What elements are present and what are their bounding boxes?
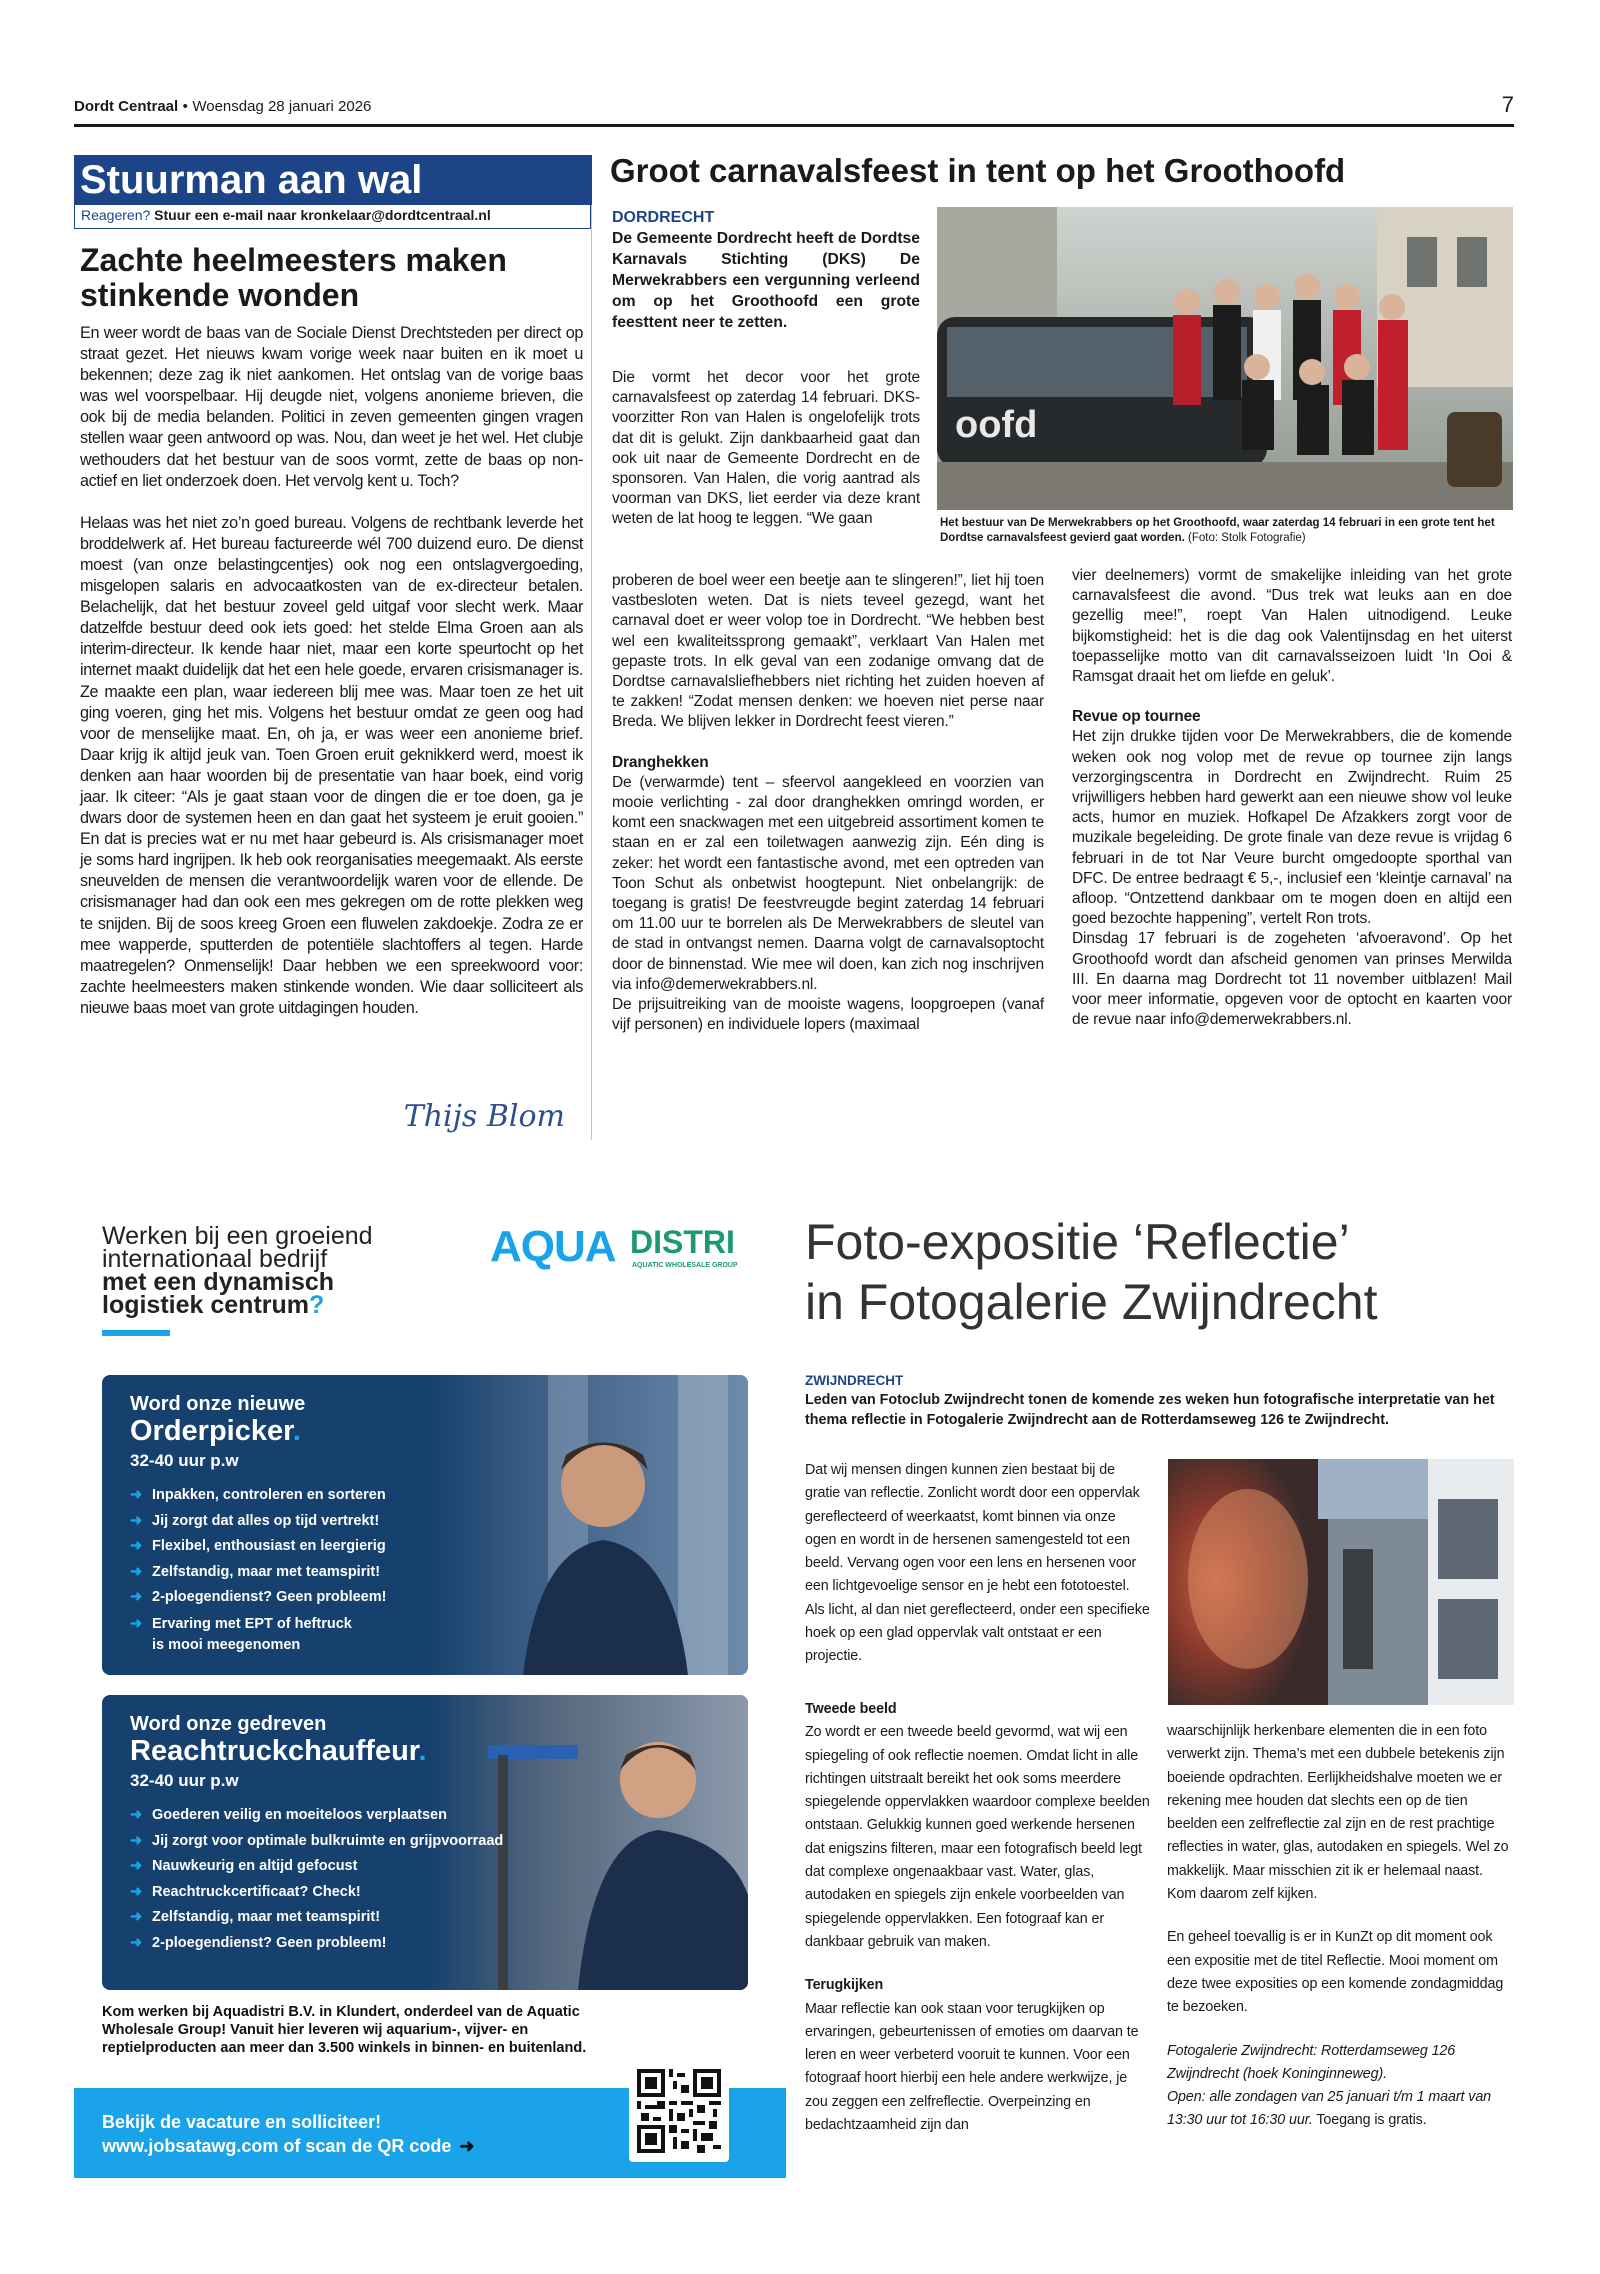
article-paragraph: vier deelnemers) vormt de smakelijke inleiding van het grote carnavalsfeest die avond. “Dus trek wat leuks aan en doe gezellig mee!”, roept Van Halen uitnodigend. Leuke bijkomstigheid: het is die dag ook Valentijnsdag en het uiterst toepasselijke motto van dit carnavalsseizoen luidt ‘In Ooi & Ramsgat draait het om liefde en geluk’. xyxy=(1072,567,1512,686)
ad-company-description: Kom werken bij Aquadistri B.V. in Klundert, onderdeel van de Aquatic Wholesale Group! Vanuit hier leveren wij aquarium-, vijver- en reptielproducten aan meer dan 3.500 winkels in binnen- en buitenland. xyxy=(102,2004,587,2056)
job-hours: 32-40 uur p.w xyxy=(130,1451,239,1470)
article-body-part xyxy=(612,571,1044,1035)
job-bullet: ➜ Inpakken, controleren en sorteren xyxy=(130,1483,386,1509)
article-body-part xyxy=(1072,566,1512,1030)
job-bullet: ➜ Flexibel, enthousiast en leergierig xyxy=(130,1534,386,1560)
ad-question-line: internationaal bedrijf xyxy=(102,1245,328,1273)
reflection-photo-illustration xyxy=(1168,1459,1514,1705)
arrow-right-icon: ➜ xyxy=(130,1807,143,1823)
logo-distri: DISTRI xyxy=(630,1224,735,1260)
reflection-photo xyxy=(1168,1459,1514,1705)
expo-lead: Leden van Fotoclub Zwijndrecht tonen de komende zes weken hun fotografische interpretatie van het thema reflectie in Fotogalerie Zwijndrecht aan de Rotterdamseweg 126 te Zwijndrecht. xyxy=(805,1392,1495,1428)
job-card-reachtruckchauffeur xyxy=(102,1695,748,1990)
job-bullet: ➜ Jij zorgt dat alles op tijd vertrekt! xyxy=(130,1509,386,1535)
arrow-right-icon: ➜ xyxy=(130,1934,143,1951)
job-role-dot: . xyxy=(418,1735,427,1767)
qr-code-icon xyxy=(637,2068,721,2154)
page-number: 7 xyxy=(1501,92,1514,117)
job-card-orderpicker xyxy=(102,1375,748,1675)
react-line xyxy=(74,205,591,229)
article-dateline: DORDRECHT xyxy=(612,209,715,226)
arrow-right-icon: ➜ xyxy=(130,1883,143,1900)
article-subheading: Dranghekken xyxy=(612,753,709,771)
article-subheading: Revue op tournee xyxy=(1072,708,1201,726)
job-bullet: ➜ 2-ploegendienst? Geen probleem! xyxy=(130,1931,503,1957)
article-paragraph: De prijsuitreiking van de mooiste wagens, loopgroepen (vanaf vijf personen) en individuele lopers (maximaal xyxy=(612,996,1044,1034)
opinion-column xyxy=(74,155,592,1140)
article-paragraph: proberen de boel weer een beetje aan te slingeren!”, liet hij toen vastbesloten weten. Dat is niets teveel gezegd, want het carnaval doet er weer volop toe in Dordrecht. “We hebben best wel een kwaliteitssprong gemaakt”, verklaart Van Halen met gepaste trots. In elk geval van een zodanige omvang dat de Dordtse carnavalsliefhebbers niet richting het zuiden hoeven af te zakken! “Zodat mensen denken: we hoeven niet perse naar Breda. We blijven lekker in Dordrecht feest vieren.” xyxy=(612,572,1044,731)
job-role-title: Orderpicker xyxy=(130,1415,293,1447)
job-bullet: ➜ Ervaring met EPT of heftruck xyxy=(130,1613,386,1635)
arrow-right-icon: ➜ xyxy=(130,1858,143,1874)
column-kicker: Stuurman aan wal xyxy=(74,155,592,205)
ad-question-line: met een dynamisch xyxy=(102,1268,335,1296)
arrow-right-icon: ➜ xyxy=(130,1487,143,1503)
expo-paragraph: Maar reflectie kan ook staan voor terugkijken op ervaringen, gebeurtenissen of emoties om daarvan te leren en weer verbeterd vooruit te kunnen. Voor een fotograaf hoort hierbij een hele andere werkwijze, je zou zeggen een zelfreflectie. Overpeinzing en bedachtzaamheid zijn dan xyxy=(805,2000,1139,2134)
article-paragraph: Die vormt het decor voor het grote carnavalsfeest op zaterdag 14 februari. DKS-voorzitter Ron van Halen is ongelofelijk trots dat dit is gelukt. Zijn dankbaarheid gaat dan ook uit naar de Gemeente Dordrecht en de sponsoren. Van Halen, die vorig aantrad als voorman van DKS, liet eerder via deze krant weten de lat hoog te leggen. “We gaan xyxy=(612,369,920,528)
react-email-link[interactable]: Stuur een e-mail naar kronkelaar@dordtcentraal.nl xyxy=(154,207,491,223)
column-paragraph: En weer wordt de baas van de Sociale Dienst Drechtsteden per direct op straat gezet. Het nieuws kwam vorige week naar buiten en ik moet u bekennen; deze zag ik niet aankomen. Het ontslag van de vorige baas was wel voorspelbaar. Hij deugde niet, volgens anonieme brieven, die ook bij de media belanden. Politici in zeven gemeenten gingen vragen stellen waar geen antwoord op was. Nou, dan weet je het wel. Het clubje wethouders dat het bestuur van de soos vormt, zette de baas op non-actief en liet onderzoek doen. Het vervolg kent u. Toch? xyxy=(80,324,583,490)
article-body-part xyxy=(612,368,920,530)
job-intro: Word onze gedreven xyxy=(130,1713,327,1735)
jobs-website-link[interactable]: www.jobsatawg.com of scan de QR code xyxy=(102,2136,452,2156)
arrow-right-icon: ➜ xyxy=(130,1589,143,1605)
arrow-right-icon: ➜ xyxy=(130,1615,143,1632)
expo-headline-line: Foto-expositie ‘Reflectie’ xyxy=(805,1214,1350,1270)
header-rule xyxy=(74,124,1514,127)
photo-credit: (Foto: Stolk Fotografie) xyxy=(1188,532,1306,544)
expo-dateline: ZWIJNDRECHT xyxy=(805,1373,904,1388)
logo-aqua: AQUA xyxy=(490,1222,616,1271)
ad-question xyxy=(102,1222,462,1319)
job-bullet: ➜ Reachtruckcertificaat? Check! xyxy=(130,1880,503,1906)
article-paragraph: De (verwarmde) tent – sfeervol aangekleed en voorzien van mooie verlichting - zal door dranghekken omringd worden, er komt een snackwagen met een uitgebreid assortiment komen te staan en er zal een toiletwagen aanwezig zijn. Eén ding is zeker: het wordt een fantastische avond, met een optreden van Toon Schut als onbetwist hoogtepunt. Niet onbelangrijk: de toegang is gratis! De feestvreugde begint zaterdag 14 februari om 11.00 uur te borrelen als De Merwekrabbers de sleutel van de stad in ontvangst nemen. Daarna volgt de carnavalsoptocht door de binnenstad. Wie mee wil doen, kan zich nog inschrijven via info@demerwekrabbers.nl. xyxy=(612,773,1044,993)
issue-date: Woensdag 28 januari 2026 xyxy=(192,98,372,115)
article-lead: De Gemeente Dordrecht heeft de Dordtse Karnavals Stichting (DKS) De Merwekrabbers een vergunning verleend om op het Groothoofd een grote feesttent neer te zetten. xyxy=(612,230,920,331)
arrow-right-icon: ➜ xyxy=(459,2136,475,2156)
expo-admission: Toegang is gratis. xyxy=(1312,2112,1427,2129)
expo-subheading: Terugkijken xyxy=(805,1977,884,1994)
job-bullet: ➜ Jij zorgt voor optimale bulkruimte en grijpvoorraad xyxy=(130,1829,503,1855)
arrow-right-icon: ➜ xyxy=(130,1512,143,1529)
article-paragraph: Dinsdag 17 februari is de zogeheten ‘afvoeravond’. Op het Groothoofd wordt dan afscheid genomen van prinses Merwilda III. En daarna mag Dordrecht tot 11 november uitblazen! Mail voor meer informatie, opgeven voor de optocht en kaarten voor de revue naar info@demerwekrabbers.nl. xyxy=(1072,930,1512,1029)
job-bullet: ➜ Zelfstandig, maar met teamspirit! xyxy=(130,1560,386,1586)
job-bullet-continuation: is mooi meegenomen xyxy=(152,1636,301,1653)
expo-address: Fotogalerie Zwijndrecht: Rotterdamseweg 126 Zwijndrecht (hoek Koninginneweg). xyxy=(1167,2042,1456,2082)
article-paragraph: Het zijn drukke tijden voor De Merwekrabbers, die de komende weken ook nog volop met de revue op tournee zijn langs verzorgingscentra in Dordrecht en Zwijndrecht. Ruim 25 vrijwilligers hebben hard gewerkt aan een nieuwe show vol leuke acts, humor en muziek. Hofkapel De Afzakkers zorgt voor de muzikale begeleiding. De grote finale van deze revue is vrijdag 6 februari in de tot Nar Veure burcht omgedoopte sporthal van DFC. De entree bedraagt € 5,-, inclusief een ‘kleintje carnaval’ na afloop. “Ontzettend dankbaar om te mogen doen en altijd een goed bezochte happening”, vertelt Ron trots. xyxy=(1072,728,1512,928)
carnival-photo xyxy=(937,207,1513,510)
bus-sign-text: oofd xyxy=(955,404,1038,446)
column-paragraph: Helaas was het niet zo’n goed bureau. Volgens de rechtbank leverde het broddelwerk af. Het bureau factureerde wél 700 duizend euro. De dienst moest (van onze belastingcentjes) ook nog een ontslagvergoeding, misgelopen salaris en advocaatkosten van de ex-directeur betalen. Belachelijk, dat het bestuur zoveel geld uitgaf voor slecht werk. Maar datzelfde bestuur deed ook iets goed: het stelde Elma Groen aan als interim-directeur. Ik kende haar niet, maar een korte speurtocht op het internet maakt duidelijk dat het een hele goede, ervaren crisismanager is. Ze maakte een plan, waar iedereen blij mee was. Maar toen ze het uit ging voeren, ging het mis. Volgens het bestuur omdat ze geen oog had voor de menselijke maat. En, oh ja, er was weer een anonieme brief. Daar krijg ik altijd jeuk van. Toen Groen eruit geknikkerd werd, moest ik denken aan haar woorden bij de presentatie van haar boek, eind vorig jaar. Ik citeer: “Als je gaat staan voor de dingen die er toe doen, ga je dwars door de systemen heen en dan gaat het systeem je eruit gooien.” En dat is precies wat er nu met haar gebeurd is. Als crisismanager moet je soms hard ingrijpen. Ik heb ook reorganisaties meegemaakt. Als eerste sneuvelden de mensen die verantwoordelijk waren voor de ellende. De crisismanager had dan ook een mes gekregen om de rotte plekken weg te snijden. Bij de soos kreeg Groen een fluwelen zakdoekje. Zodra ze er mee wapperde, sputterden de potentiële slachtoffers al tegen. Harde maatregelen? Onmenselijk! Daar hebben we een spreekwoord voor: zachte heelmeesters maken stinkende wonden. Wie daar solliciteert als nieuwe baas moet van grote uitdagingen houden. xyxy=(80,513,583,1017)
paper-name: Dordt Centraal xyxy=(74,98,179,115)
cta-line xyxy=(102,2136,475,2157)
expo-subheading: Tweede beeld xyxy=(805,1701,897,1717)
logo-tagline: AQUATIC WHOLESALE GROUP xyxy=(632,1262,738,1269)
job-bullets xyxy=(130,1803,503,1956)
ad-question-mark: ? xyxy=(309,1291,325,1319)
arrow-right-icon: ➜ xyxy=(130,1832,143,1849)
photo-caption xyxy=(940,516,1512,546)
expo-paragraph: Zo wordt er een tweede beeld gevormd, wat wij een spiegeling of ook reflectie noemen. Omdat licht in alle richtingen uitstraalt bereikt het ook soms meerdere spiegelende oppervlakken waardoor complexe beelden ontstaan. Gelukkig kunnen goed werkende hersenen dat enigszins filteren, maar een fotografisch beeld legt dat complexe ongenaakbaar vast. Water, glas, autodaken en spiegels zijn enkele voorbeelden van spiegelende oppervlakken. Een fotograaf kan er dankbaar gebruik van maken. xyxy=(805,1724,1150,1950)
job-advertisement xyxy=(74,1200,786,2190)
cta-line: Bekijk de vacature en solliciteer! xyxy=(102,2112,382,2132)
header-separator: • xyxy=(182,98,188,115)
ad-accent-underline xyxy=(102,1330,170,1336)
expo-body-part xyxy=(805,1459,1150,1669)
aquadistri-logo xyxy=(490,1222,742,1276)
job-role xyxy=(130,1735,427,1768)
expo-opening-hours xyxy=(1167,2086,1512,2133)
expo-headline xyxy=(805,1212,1515,1332)
job-role-dot: . xyxy=(292,1415,301,1447)
react-label: Reageren? xyxy=(81,207,151,223)
arrow-right-icon: ➜ xyxy=(130,1563,143,1580)
carnival-photo-illustration xyxy=(937,207,1513,510)
job-bullet: ➜ Goederen veilig en moeiteloos verplaatsen xyxy=(130,1803,503,1829)
author-signature: Thijs Blom xyxy=(403,1099,565,1134)
job-bullets xyxy=(130,1483,386,1655)
ad-question-line: Werken bij een groeiend xyxy=(102,1222,373,1250)
job-hours: 32-40 uur p.w xyxy=(130,1771,239,1790)
job-bullet: ➜ Nauwkeurig en altijd gefocust xyxy=(130,1854,503,1880)
ad-question-line: logistiek centrum xyxy=(102,1291,309,1319)
expo-paragraph: En geheel toevallig is er in KunZt op dit moment ook een expositie met de titel Reflectie. Mooi moment om deze twee exposities op een komende zondagmiddag te bezoeken. xyxy=(1167,1929,1504,2016)
expo-paragraph: waarschijnlijk herkenbare elementen die in een foto verwerkt zijn. Thema’s met een dubbele betekenis zijn boeiende opdrachten. Eerlijkheidshalve moeten we er rekening mee houden dat slechts een op de tien beelden een zelfreflectie zal zijn en de rest prachtige reflecties in water, glas, autodaken en spiegels. Wel zo makkelijk. Maar misschien zit ik er helemaal naast. Kom daarom zelf kijken. xyxy=(1167,1723,1509,1903)
qr-code[interactable] xyxy=(629,2060,729,2162)
job-intro: Word onze nieuwe xyxy=(130,1393,306,1415)
article-headline: Groot carnavalsfeest in tent op het Groothoofd xyxy=(610,152,1346,189)
job-bullet: ➜ 2-ploegendienst? Geen probleem! xyxy=(130,1585,386,1611)
article-lead-block xyxy=(612,208,920,333)
expo-body-part xyxy=(1167,1720,1512,2133)
arrow-right-icon: ➜ xyxy=(130,1538,143,1554)
column-headline: Zachte heelmeesters maken stinkende wonden xyxy=(80,242,507,313)
expo-paragraph: Dat wij mensen dingen kunnen zien bestaat bij de gratie van reflectie. Zonlicht wordt door een oppervlak gereflecteerd of weerkaatst, komt binnen via onze ogen en wordt in de hersenen samengesteld tot een beeld. Vervang ogen voor een lens en hersenen voor een lichtgevoelige sensor en je hebt een fototoestel. Als licht, al dan niet gereflecteerd, onder een specifieke hoek op een glad oppervlak valt ontstaat er een projectie. xyxy=(805,1462,1150,1665)
column-body xyxy=(74,323,591,1019)
caption-text: Het bestuur van De Merwekrabbers op het Groothoofd, waar zaterdag 14 februari in een grote tent het Dordtse carnavalsfeest gevierd gaat worden. xyxy=(940,517,1495,544)
job-role xyxy=(130,1415,301,1448)
arrow-right-icon: ➜ xyxy=(130,1909,143,1925)
job-role-title: Reachtruckchauffeur xyxy=(130,1735,419,1767)
expo-body-part xyxy=(805,1698,1150,2137)
expo-hours-text: Open: alle zondagen van 25 januari t/m 1 maart van 13:30 uur tot 16:30 uur. xyxy=(1167,2089,1492,2129)
orderpicker-photo xyxy=(428,1375,748,1675)
expo-headline-line: in Fotogalerie Zwijndrecht xyxy=(805,1274,1378,1330)
job-bullet: ➜ Zelfstandig, maar met teamspirit! xyxy=(130,1905,503,1931)
